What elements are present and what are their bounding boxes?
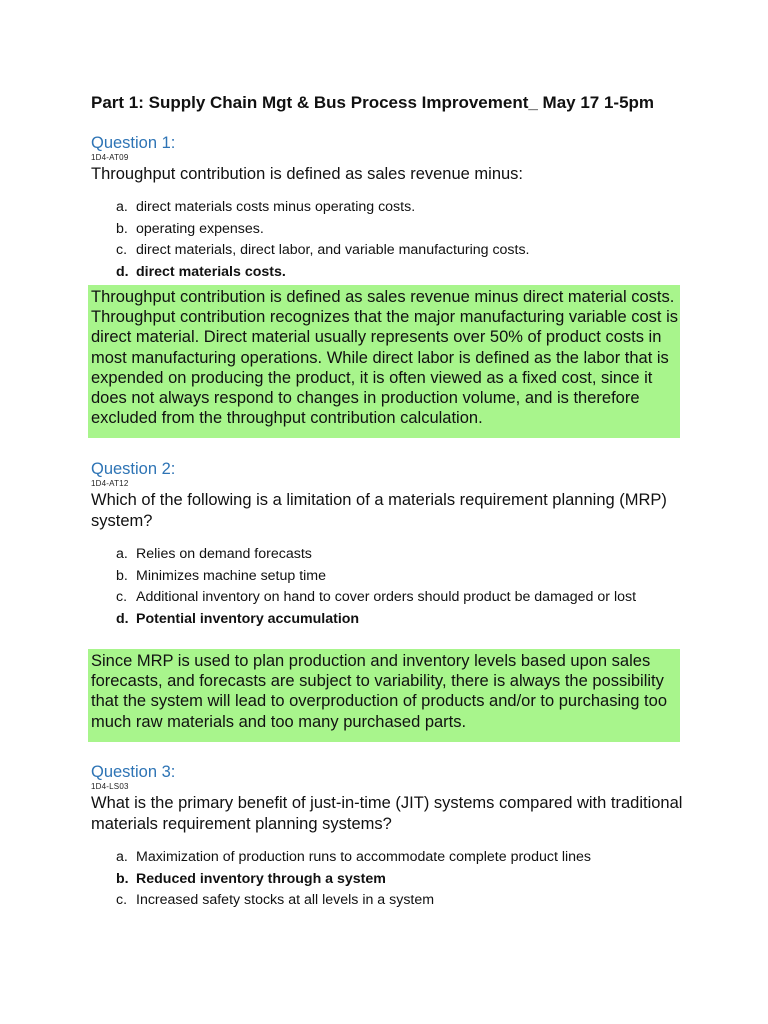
option-c — [116, 242, 691, 259]
answer-explanation: Since MRP is used to plan production and inventory levels based upon sales forecasts, and forecasts are subject to variability, there is always the possibility that the system will lead to overproduction of products and/or to purchasing too much raw materials and too many purchased parts. — [88, 649, 680, 742]
question-code: 1D4-AT09 — [91, 153, 129, 162]
option-text: direct materials costs. — [136, 263, 286, 280]
option-letter: d. — [116, 263, 129, 280]
question-heading: Question 1: — [91, 134, 176, 152]
question-3 — [91, 762, 691, 914]
option-text: Potential inventory accumulation — [136, 610, 360, 627]
option-a — [116, 546, 691, 563]
option-text: Relies on demand forecasts — [136, 546, 312, 562]
option-letter: b. — [116, 870, 129, 887]
option-letter: b. — [116, 567, 128, 584]
option-text: direct materials costs minus operating costs. — [136, 199, 416, 215]
option-letter: a. — [116, 849, 128, 865]
option-text: Reduced inventory through a system — [136, 870, 386, 887]
option-text: Minimizes machine setup time — [136, 567, 327, 584]
option-c — [116, 892, 691, 909]
question-text: What is the primary benefit of just-in-time (JIT) systems compared with traditional materials requirement planning systems? — [91, 794, 683, 833]
option-a — [116, 849, 691, 866]
question-text: Which of the following is a limitation of a materials requirement planning (MRP) system? — [91, 491, 667, 530]
option-letter: d. — [116, 610, 129, 627]
option-text: operating expenses. — [136, 220, 264, 237]
option-letter: c. — [116, 589, 128, 606]
option-text: Maximization of production runs to accommodate complete product lines — [136, 849, 592, 865]
option-letter: c. — [116, 892, 128, 909]
question-code: 1D4-LS03 — [91, 782, 129, 791]
option-text: Additional inventory on hand to cover orders should product be damaged or lost — [136, 589, 637, 606]
option-a — [116, 199, 691, 216]
question-code: 1D4-AT12 — [91, 479, 129, 488]
option-d-correct — [116, 264, 691, 281]
option-letter: b. — [116, 220, 128, 237]
option-c — [116, 589, 691, 606]
answer-explanation: Throughput contribution is defined as sales revenue minus direct material costs. Throughput contribution recognizes that the major manufacturing variable cost is direct material. Direct material usually represents over 50% of product costs in most manufacturing operations. While direct labor is defined as the labor that is expended on producing the product, it is often viewed as a fixed cost, since it does not always respond to changes in production volume, and is therefore excluded from the throughput contribution calculation. — [88, 285, 680, 438]
option-letter: a. — [116, 546, 128, 562]
option-b-correct — [116, 871, 691, 888]
answer-options — [91, 849, 691, 909]
option-d-correct — [116, 611, 691, 628]
document-title: Part 1: Supply Chain Mgt & Bus Process Improvement_ May 17 1-5pm — [91, 93, 655, 112]
question-2 — [91, 459, 691, 632]
question-heading: Question 3: — [91, 763, 176, 781]
answer-options — [91, 546, 691, 628]
option-b — [116, 221, 691, 238]
question-heading: Question 2: — [91, 460, 176, 478]
option-text: Increased safety stocks at all levels in a system — [136, 892, 435, 909]
option-text: direct materials, direct labor, and variable manufacturing costs. — [136, 242, 530, 259]
option-b — [116, 568, 691, 585]
option-letter: c. — [116, 242, 128, 259]
answer-options — [91, 199, 691, 281]
question-1 — [91, 133, 691, 285]
question-text: Throughput contribution is defined as sales revenue minus: — [91, 165, 524, 183]
option-letter: a. — [116, 199, 128, 215]
